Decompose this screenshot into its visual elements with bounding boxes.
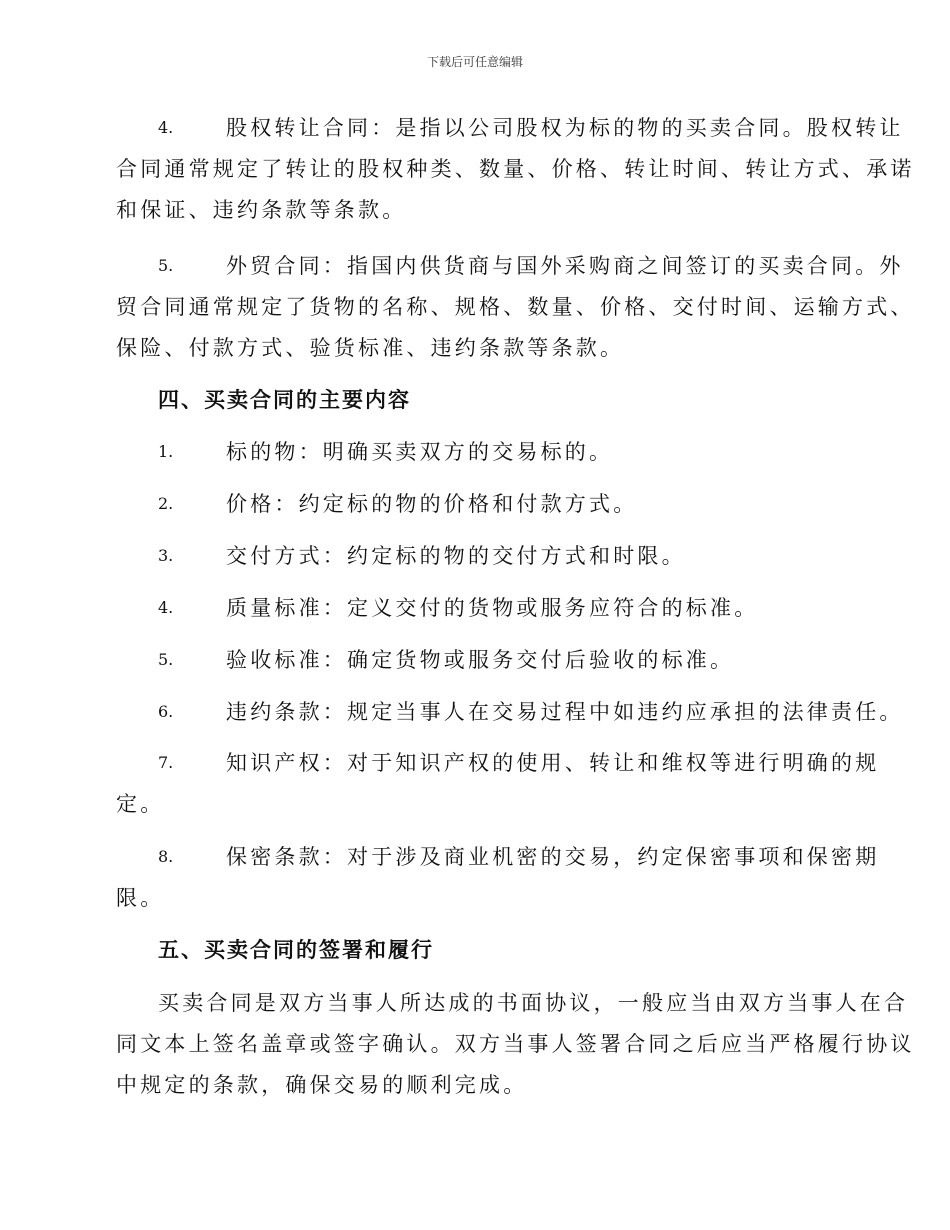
item-number: 5.	[158, 650, 174, 669]
item-number: 4.	[158, 598, 174, 617]
list-item: 违约条款：规定当事人在交易过程中如违约应承担的法律责任。	[226, 700, 904, 724]
list-item: 标的物：明确买卖双方的交易标的。	[226, 440, 614, 464]
item-number: 5.	[158, 256, 174, 275]
paragraph-line: 保险、付款方式、验货标准、违约条款等条款。	[116, 336, 625, 360]
paragraph-line: 买卖合同是双方当事人所达成的书面协议，一般应当由双方当事人在合	[158, 991, 909, 1015]
item-number: 3.	[158, 546, 174, 565]
item-number: 8.	[158, 847, 174, 866]
paragraph-line: 中规定的条款，确保交易的顺利完成。	[116, 1073, 528, 1097]
item-number: 2.	[158, 494, 174, 513]
list-item: 质量标准：定义交付的货物或服务应符合的标准。	[226, 596, 759, 620]
item-number: 1.	[158, 442, 174, 461]
paragraph-line: 合同通常规定了转让的股权种类、数量、价格、转让时间、转让方式、承诺	[116, 157, 915, 181]
paragraph-line: 股权转让合同：是指以公司股权为标的物的买卖合同。股权转让	[226, 116, 904, 140]
list-item: 交付方式：约定标的物的交付方式和时限。	[226, 544, 686, 568]
paragraph-line: 外贸合同：指国内供货商与国外采购商之间签订的买卖合同。外	[226, 254, 904, 278]
list-item: 保密条款：对于涉及商业机密的交易，约定保密事项和保密期	[226, 845, 880, 869]
paragraph-line: 贸合同通常规定了货物的名称、规格、数量、价格、交付时间、运输方式、	[116, 295, 915, 319]
item-number: 7.	[158, 753, 174, 772]
list-item-continuation: 定。	[116, 792, 165, 816]
paragraph-line: 和保证、违约条款等条款。	[116, 198, 407, 222]
item-number: 6.	[158, 702, 174, 721]
item-number: 4.	[158, 118, 174, 137]
list-item: 价格：约定标的物的价格和付款方式。	[226, 492, 638, 516]
section-heading: 四、买卖合同的主要内容	[158, 387, 411, 412]
page-header: 下载后可任意编辑	[426, 55, 523, 69]
list-item: 知识产权：对于知识产权的使用、转让和维权等进行明确的规	[226, 751, 880, 775]
paragraph-line: 同文本上签名盖章或签字确认。双方当事人签署合同之后应当严格履行协议	[116, 1032, 915, 1056]
list-item-continuation: 限。	[116, 886, 165, 910]
section-heading: 五、买卖合同的签署和履行	[158, 937, 434, 962]
list-item: 验收标准：确定货物或服务交付后验收的标准。	[226, 648, 735, 672]
